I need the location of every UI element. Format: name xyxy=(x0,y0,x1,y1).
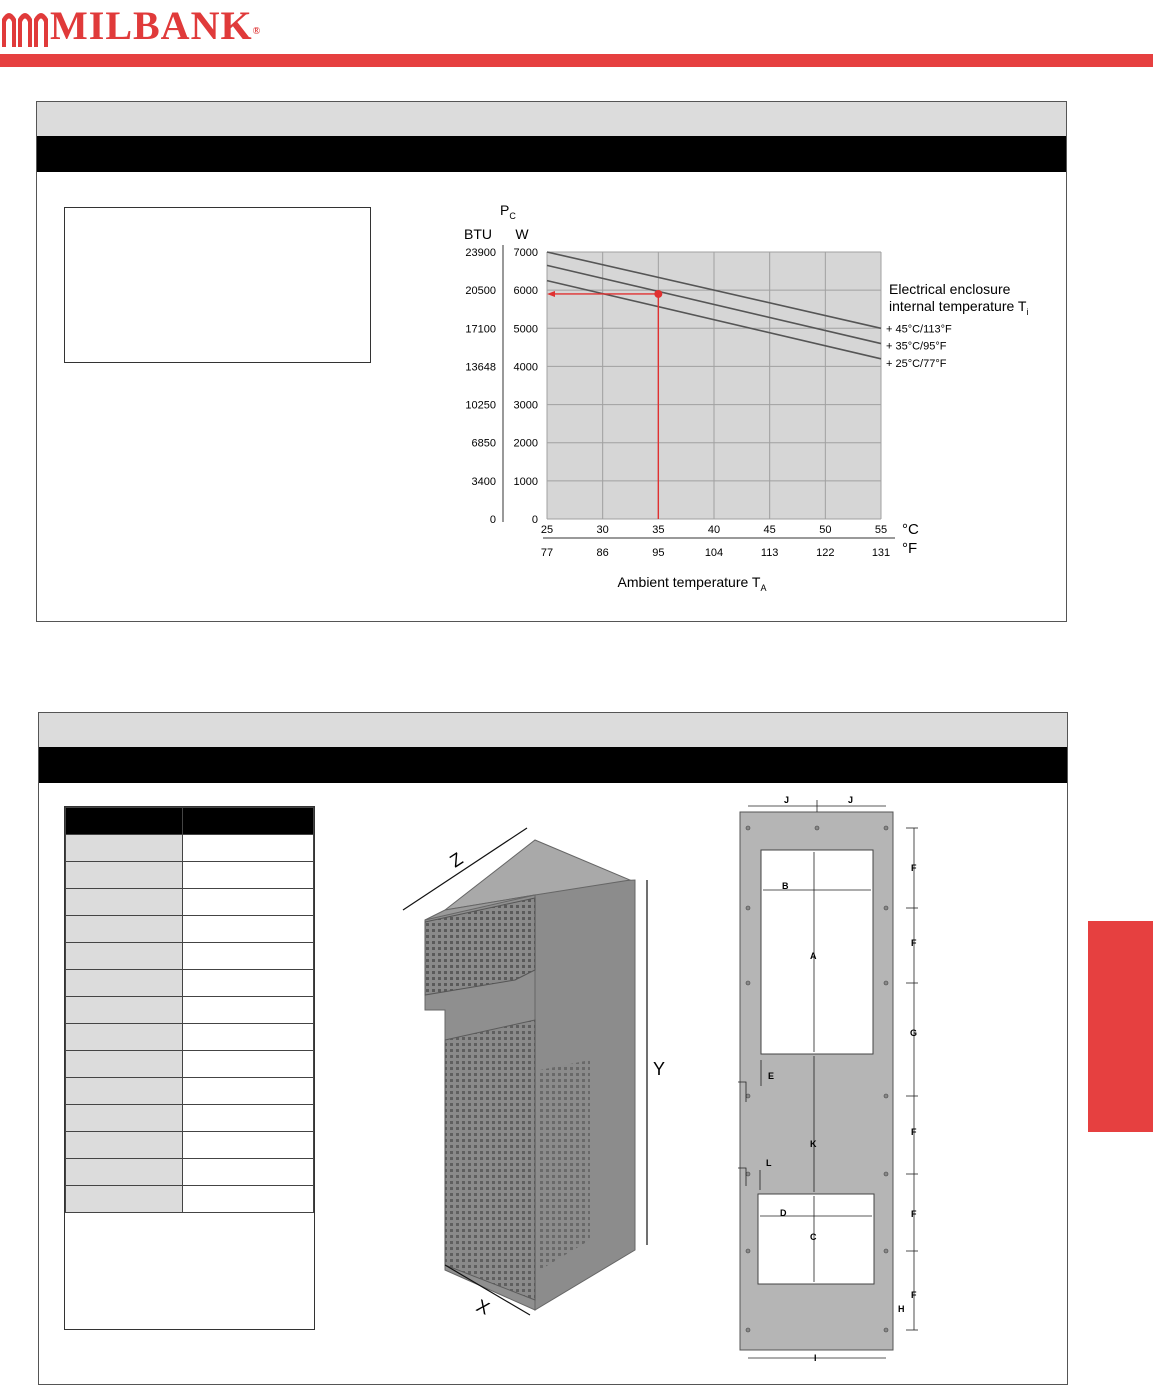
legend-entry: + 25°C/77°F xyxy=(886,357,947,370)
table-row xyxy=(66,970,314,997)
x-tick-label-c: 25 xyxy=(540,524,554,536)
table-row xyxy=(66,862,314,889)
x-tick-label-c: 35 xyxy=(652,524,665,536)
dim-d: D xyxy=(780,1208,787,1218)
x-tick-label-f: 104 xyxy=(704,547,724,559)
dim-f-1: F xyxy=(911,863,917,873)
x-tick-label-c: 40 xyxy=(707,524,721,536)
dim-a: A xyxy=(810,951,817,961)
performance-chart xyxy=(440,195,1060,605)
dim-k: K xyxy=(810,1139,817,1149)
x-unit-c: °C xyxy=(902,521,919,538)
dim-z: Z xyxy=(446,848,467,872)
legend-entry: + 35°C/95°F xyxy=(886,340,947,353)
table-row xyxy=(66,1024,314,1051)
y-symbol: $P_C$ xyxy=(500,202,516,221)
dim-f-4: F xyxy=(911,1209,917,1219)
table-row xyxy=(66,1105,314,1132)
y-tick-label-btu: 13648 xyxy=(465,361,496,374)
table-row xyxy=(66,916,314,943)
y-tick-label-btu: 3400 xyxy=(471,475,496,488)
section-side-tab xyxy=(1088,921,1153,1132)
x-tick-label-f: 95 xyxy=(652,547,665,559)
legend-entry: + 45°C/113°F xyxy=(886,323,952,336)
legend-title-line1: Electrical enclosure xyxy=(889,281,1011,297)
x-ticks-f xyxy=(541,547,890,559)
info-box xyxy=(64,207,371,363)
table-row xyxy=(66,889,314,916)
dim-g: G xyxy=(910,1028,918,1038)
y-tick-label-btu: 17100 xyxy=(465,323,496,336)
dim-i: I xyxy=(814,1353,817,1363)
dim-h: H xyxy=(898,1304,905,1314)
dim-e: E xyxy=(768,1071,775,1081)
y-unit-w: W xyxy=(515,226,529,242)
table-row xyxy=(66,1051,314,1078)
y-unit-btu: BTU xyxy=(464,226,492,242)
x-axis-label: Ambient temperature $T_A$ xyxy=(617,574,767,593)
y-tick-label-btu: 23900 xyxy=(465,247,496,259)
y-tick-label-w: 5000 xyxy=(513,323,538,336)
cutout-drawing xyxy=(730,790,930,1370)
y-tick-label-w: 7000 xyxy=(513,247,538,259)
dim-f-5: F xyxy=(911,1290,917,1300)
y-tick-label-w: 4000 xyxy=(513,361,538,374)
y-tick-label-w: 0 xyxy=(531,514,538,526)
y-tick-label-btu: 6850 xyxy=(471,437,496,450)
x-tick-label-f: 131 xyxy=(871,547,891,559)
upper-cutout xyxy=(761,850,873,1054)
table-row xyxy=(66,1186,314,1213)
dim-j-right: J xyxy=(848,795,854,805)
y-tick-label-w: 1000 xyxy=(513,475,538,488)
header-red-bar xyxy=(0,54,1153,67)
y-ticks-w xyxy=(514,247,538,526)
x-tick-label-f: 77 xyxy=(540,547,554,559)
dim-c: C xyxy=(810,1232,817,1242)
dim-j-left: J xyxy=(784,795,790,805)
dim-f-3: F xyxy=(911,1127,917,1137)
x-tick-label-c: 50 xyxy=(819,524,832,536)
x-tick-label-f: 122 xyxy=(816,547,835,559)
table-row xyxy=(66,835,314,862)
y-ticks-btu xyxy=(465,247,496,526)
dim-b: B xyxy=(782,881,789,891)
dim-l: L xyxy=(766,1158,772,1168)
table-header-row xyxy=(66,808,314,835)
dim-x: X xyxy=(473,1295,493,1319)
legend xyxy=(886,323,952,370)
x-tick-label-c: 30 xyxy=(596,524,609,536)
table-row xyxy=(66,1159,314,1186)
dim-f-2: F xyxy=(911,938,917,948)
y-tick-label-w: 3000 xyxy=(513,399,538,412)
y-tick-label-btu: 10250 xyxy=(465,399,496,412)
y-tick-label-w: 6000 xyxy=(513,285,538,298)
logo-icon xyxy=(0,5,50,47)
unit-illustration xyxy=(395,820,675,1320)
x-tick-label-c: 55 xyxy=(874,524,888,536)
panel-subtitle-bar-2 xyxy=(39,747,1067,783)
brand-logo: MILBANK® xyxy=(50,3,262,48)
panel-subtitle-bar xyxy=(37,136,1066,172)
table-row xyxy=(66,1132,314,1159)
table-row xyxy=(66,943,314,970)
x-ticks-c xyxy=(541,524,887,536)
x-tick-label-c: 45 xyxy=(763,524,776,536)
legend-title-line2: internal temperature $T_i$ xyxy=(889,298,1029,317)
dim-y: Y xyxy=(653,1059,666,1079)
x-tick-label-f: 113 xyxy=(760,547,779,559)
dimension-table xyxy=(64,806,315,1330)
dimension-table-grid xyxy=(65,807,314,1213)
y-tick-label-w: 2000 xyxy=(513,437,538,450)
x-unit-f: °F xyxy=(902,540,918,557)
y-tick-label-btu: 0 xyxy=(489,514,496,526)
x-tick-label-f: 86 xyxy=(596,547,609,559)
table-row xyxy=(66,997,314,1024)
panel-title-bar-2 xyxy=(39,713,1067,747)
example-point xyxy=(654,290,662,298)
y-tick-label-btu: 20500 xyxy=(465,285,496,298)
panel-title-bar xyxy=(37,102,1066,136)
table-row xyxy=(66,1078,314,1105)
